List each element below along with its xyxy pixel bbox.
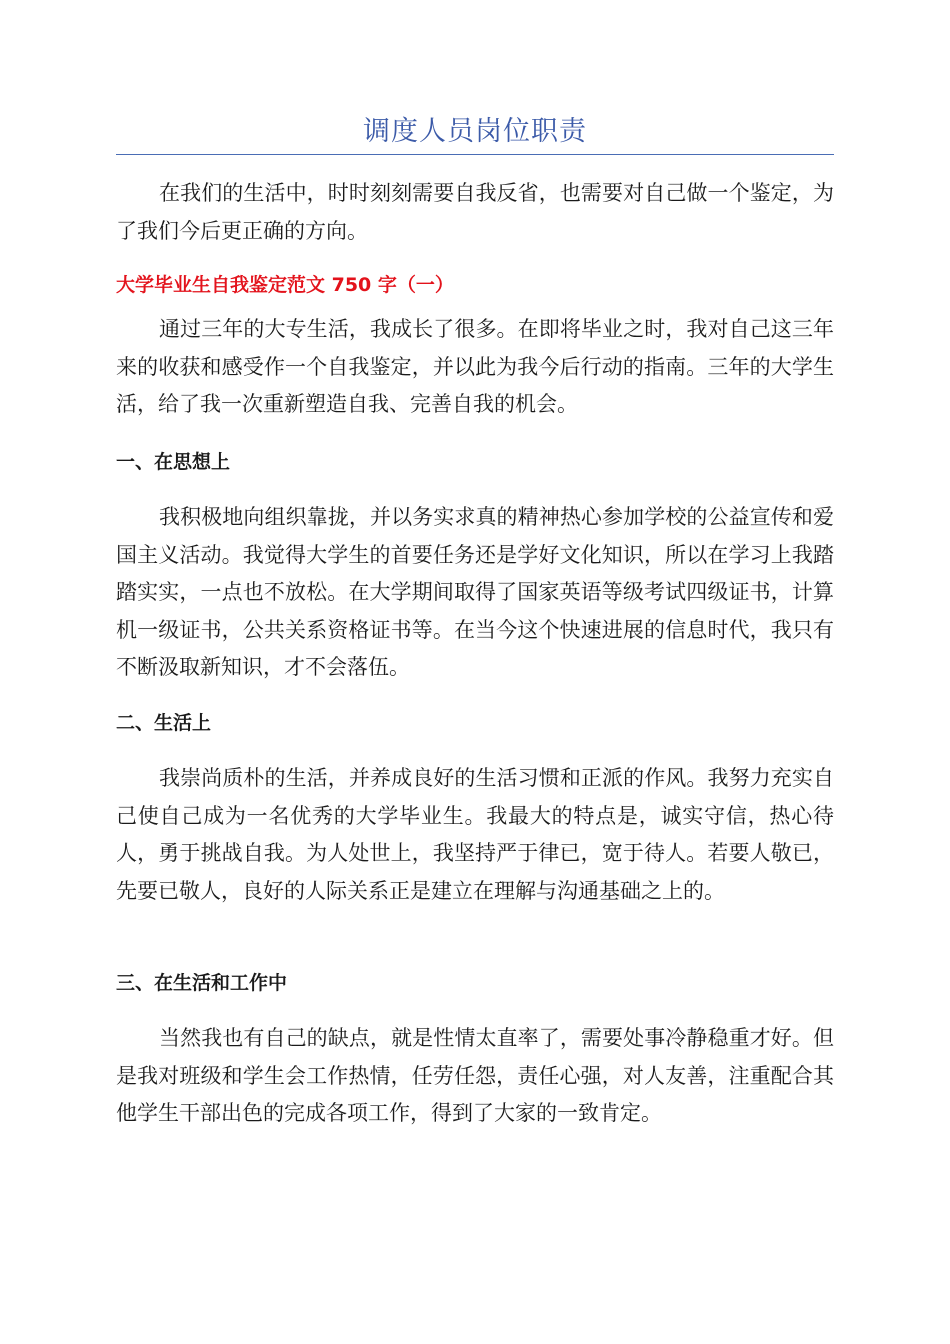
title-underline [116,154,834,155]
part-paragraph-1: 我积极地向组织靠拢，并以务实求真的精神热心参加学校的公益宣传和爱国主义活动。我觉得大学生的首要任务还是学好文化知识，所以在学习上我踏踏实实，一点也不放松。在大学期间取得了国家英语等级考试四级证书，计算机一级证书，公共关系资格证书等。在当今这个快速进展的信息时代，我只有不断汲取新知识，才不会落伍。 [116,505,834,679]
part-heading-1: 一、在思想上 [116,451,231,473]
part-paragraph-3: 当然我也有自己的缺点，就是性情太直率了，需要处事冷静稳重才好。但是我对班级和学生会工作热情，任劳任怨，责任心强，对人友善，注重配合其他学生干部出色的完成各项工作，得到了大家的一致肯定。 [116,1026,834,1125]
section-title: 大学毕业生自我鉴定范文 750 字（一） [116,274,454,296]
section-paragraph: 通过三年的大专生活，我成长了很多。在即将毕业之时，我对自己这三年来的收获和感受作一个自我鉴定，并以此为我今后行动的指南。三年的大学生活，给了我一次重新塑造自我、完善自我的机会。 [116,317,834,416]
part-heading-3: 三、在生活和工作中 [116,972,288,994]
part-paragraph-2: 我崇尚质朴的生活，并养成良好的生活习惯和正派的作风。我努力充实自己使自己成为一名优秀的大学毕业生。我最大的特点是，诚实守信，热心待人，勇于挑战自我。为人处世上，我坚持严于律已，宽于待人。若要人敬已，先要已敬人，良好的人际关系正是建立在理解与沟通基础之上的。 [116,766,834,903]
intro-paragraph: 在我们的生活中，时时刻刻需要自我反省，也需要对自己做一个鉴定，为了我们今后更正确的方向。 [116,181,834,243]
document-title: 调度人员岗位职责 [363,116,587,147]
part-heading-2: 二、生活上 [116,712,212,734]
